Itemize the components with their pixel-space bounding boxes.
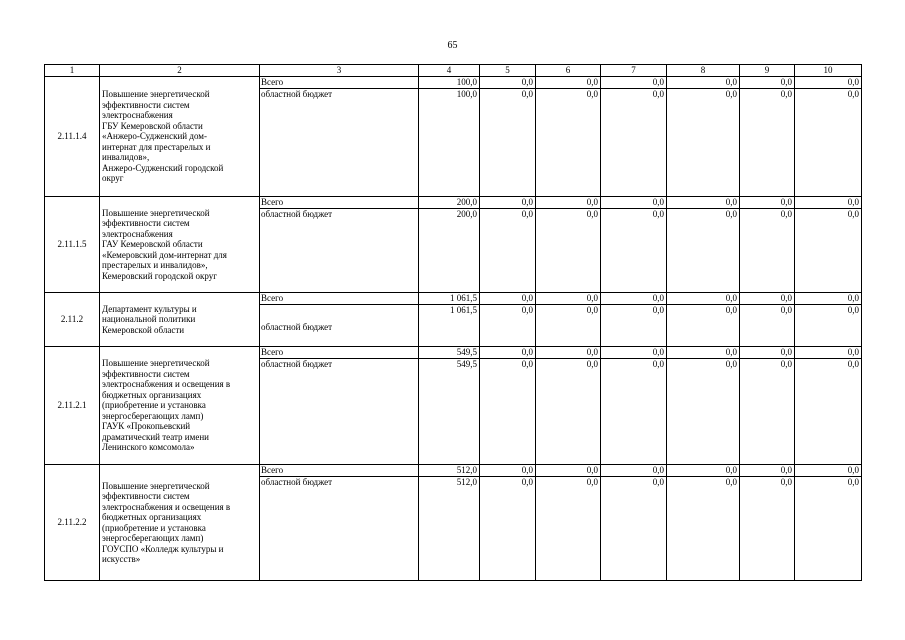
- value-cell: 549,5: [419, 359, 480, 465]
- value-cell: 0,0: [740, 89, 795, 197]
- column-header: 9: [740, 65, 795, 77]
- value-cell: 0,0: [601, 305, 667, 347]
- table-row: [45, 347, 862, 359]
- value-cell: 0,0: [601, 359, 667, 465]
- row-description: Повышение энергетической эффективности систем электроснабжения ГАУ Кемеровской области «Кемеровский дом-интернат для престарелых и инвалидов», Кемеровский городской округ: [100, 197, 260, 293]
- value-cell: 0,0: [740, 477, 795, 581]
- value-cell: 0,0: [667, 477, 740, 581]
- value-cell: 0,0: [480, 305, 536, 347]
- value-cell: 0,0: [536, 359, 601, 465]
- value-cell: 0,0: [536, 305, 601, 347]
- value-cell: 0,0: [536, 89, 601, 197]
- value-cell: 549,5: [419, 347, 480, 359]
- value-cell: 0,0: [536, 347, 601, 359]
- value-cell: 0,0: [740, 347, 795, 359]
- value-cell: 0,0: [601, 477, 667, 581]
- value-cell: 0,0: [667, 209, 740, 293]
- value-cell: 0,0: [740, 209, 795, 293]
- row-code: 2.11.2.2: [45, 465, 100, 581]
- value-cell: 0,0: [795, 89, 862, 197]
- value-cell: 0,0: [795, 209, 862, 293]
- value-cell: 0,0: [536, 477, 601, 581]
- value-cell: 0,0: [667, 347, 740, 359]
- value-cell: 0,0: [795, 77, 862, 89]
- value-cell: 100,0: [419, 89, 480, 197]
- value-cell: 0,0: [480, 209, 536, 293]
- value-cell: 512,0: [419, 477, 480, 581]
- value-cell: 0,0: [795, 465, 862, 477]
- value-cell: 512,0: [419, 465, 480, 477]
- value-cell: 0,0: [601, 465, 667, 477]
- value-cell: 0,0: [601, 347, 667, 359]
- funding-label: Всего: [260, 293, 419, 305]
- budget-table: [44, 64, 862, 581]
- value-cell: 0,0: [536, 77, 601, 89]
- value-cell: 0,0: [667, 359, 740, 465]
- value-cell: 0,0: [667, 77, 740, 89]
- table-row: [45, 465, 862, 477]
- row-description: Повышение энергетической эффективности систем электроснабжения и освещения в бюджетных организациях (приобретение и установка энергосберегающих ламп) ГОУСПО «Колледж культуры и искусств»: [100, 465, 260, 581]
- value-cell: 0,0: [795, 293, 862, 305]
- value-cell: 0,0: [480, 77, 536, 89]
- funding-label: областной бюджет: [260, 305, 419, 347]
- column-header: 6: [536, 65, 601, 77]
- table-row: [45, 293, 862, 305]
- value-cell: 0,0: [601, 209, 667, 293]
- value-cell: 0,0: [795, 477, 862, 581]
- value-cell: 0,0: [480, 359, 536, 465]
- column-header: 2: [100, 65, 260, 77]
- column-header: 1: [45, 65, 100, 77]
- column-header: 5: [480, 65, 536, 77]
- value-cell: 0,0: [480, 197, 536, 209]
- value-cell: 0,0: [667, 465, 740, 477]
- row-code: 2.11.2.1: [45, 347, 100, 465]
- value-cell: 0,0: [667, 197, 740, 209]
- value-cell: 0,0: [536, 465, 601, 477]
- value-cell: 1 061,5: [419, 293, 480, 305]
- column-header: 10: [795, 65, 862, 77]
- value-cell: 0,0: [795, 359, 862, 465]
- value-cell: 0,0: [480, 477, 536, 581]
- funding-label: Всего: [260, 465, 419, 477]
- value-cell: 0,0: [601, 77, 667, 89]
- row-code: 2.11.2: [45, 293, 100, 347]
- value-cell: 0,0: [480, 465, 536, 477]
- column-header: 7: [601, 65, 667, 77]
- column-header: 3: [260, 65, 419, 77]
- value-cell: 0,0: [480, 89, 536, 197]
- funding-label: областной бюджет: [260, 359, 419, 465]
- funding-label: областной бюджет: [260, 477, 419, 581]
- value-cell: 0,0: [536, 209, 601, 293]
- value-cell: 0,0: [536, 293, 601, 305]
- value-cell: 0,0: [740, 305, 795, 347]
- value-cell: 0,0: [740, 465, 795, 477]
- row-code: 2.11.1.5: [45, 197, 100, 293]
- row-description: Департамент культуры и национальной политики Кемеровской области: [100, 293, 260, 347]
- value-cell: 200,0: [419, 209, 480, 293]
- value-cell: 0,0: [480, 347, 536, 359]
- column-header: 4: [419, 65, 480, 77]
- column-header: 8: [667, 65, 740, 77]
- funding-label: областной бюджет: [260, 209, 419, 293]
- funding-label: Всего: [260, 347, 419, 359]
- value-cell: 0,0: [795, 305, 862, 347]
- value-cell: 0,0: [667, 89, 740, 197]
- value-cell: 0,0: [667, 293, 740, 305]
- value-cell: 0,0: [601, 197, 667, 209]
- value-cell: 0,0: [740, 197, 795, 209]
- row-code: 2.11.1.4: [45, 77, 100, 197]
- value-cell: 0,0: [667, 305, 740, 347]
- value-cell: 0,0: [740, 77, 795, 89]
- row-description: Повышение энергетической эффективности систем электроснабжения ГБУ Кемеровской области «Анжеро-Судженский дом- интернат для престарелых и инвалидов», Анжеро-Судженский городской округ: [100, 77, 260, 197]
- value-cell: 0,0: [480, 293, 536, 305]
- value-cell: 0,0: [601, 293, 667, 305]
- value-cell: 0,0: [601, 89, 667, 197]
- value-cell: 100,0: [419, 77, 480, 89]
- funding-label: областной бюджет: [260, 89, 419, 197]
- value-cell: 0,0: [795, 197, 862, 209]
- value-cell: 0,0: [740, 293, 795, 305]
- value-cell: 200,0: [419, 197, 480, 209]
- value-cell: 0,0: [536, 197, 601, 209]
- value-cell: 1 061,5: [419, 305, 480, 347]
- header-row: [45, 65, 862, 77]
- row-description: Повышение энергетической эффективности систем электроснабжения и освещения в бюджетных организациях (приобретение и установка энергосберегающих ламп) ГАУК «Прокопьевский драматический театр имени Ленинского комсомола»: [100, 347, 260, 465]
- funding-label: Всего: [260, 77, 419, 89]
- table-row: [45, 197, 862, 209]
- value-cell: 0,0: [740, 359, 795, 465]
- page-number: 65: [447, 40, 458, 51]
- funding-label: Всего: [260, 197, 419, 209]
- value-cell: 0,0: [795, 347, 862, 359]
- table-row: [45, 77, 862, 89]
